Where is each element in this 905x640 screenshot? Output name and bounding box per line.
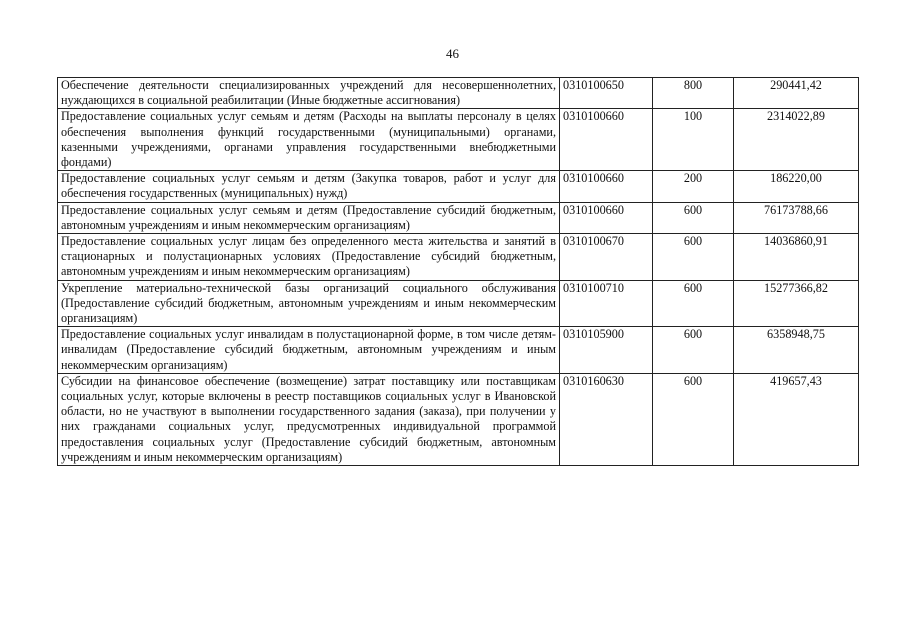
table-row [58,171,859,202]
row-description: Предоставление социальных услуг лицам без определенного места жительства и занятий в стационарных и полустационарных условиях (Предоставление субсидий бюджетным, автономным учреждениям и иным некоммерческим организациям) [58,234,560,281]
row-expense-type: 600 [653,280,734,327]
row-description: Предоставление социальных услуг семьям и детям (Предоставление субсидий бюджетным, автономным учреждениям и иным некоммерческим организациям) [58,202,560,233]
row-code: 0310160630 [560,373,653,465]
row-code: 0310100660 [560,171,653,202]
row-expense-type: 200 [653,171,734,202]
table-row [58,327,859,374]
row-amount: 419657,43 [734,373,859,465]
row-description: Предоставление социальных услуг инвалидам в полустационарной форме, в том числе детям-инвалидам (Предоставление субсидий бюджетным, автономным учреждениям и иным некоммерческим организациям) [58,327,560,374]
table-row [58,280,859,327]
table-row [58,78,859,109]
table-row [58,373,859,465]
row-expense-type: 800 [653,78,734,109]
row-amount: 14036860,91 [734,234,859,281]
row-code: 0310100660 [560,109,653,171]
row-amount: 76173788,66 [734,202,859,233]
table-row [58,234,859,281]
row-code: 0310100650 [560,78,653,109]
row-description: Предоставление социальных услуг семьям и детям (Расходы на выплаты персоналу в целях обеспечения выполнения функций государственными (муниципальными) органами, казенными учреждениями, органами управления государственными внебюджетными фондами) [58,109,560,171]
row-amount: 186220,00 [734,171,859,202]
table-row [58,109,859,171]
row-amount: 290441,42 [734,78,859,109]
row-amount: 6358948,75 [734,327,859,374]
row-amount: 2314022,89 [734,109,859,171]
row-expense-type: 100 [653,109,734,171]
row-expense-type: 600 [653,234,734,281]
row-description: Обеспечение деятельности специализированных учреждений для несовершеннолетних, нуждающихся в социальной реабилитации (Иные бюджетные ассигнования) [58,78,560,109]
row-amount: 15277366,82 [734,280,859,327]
row-description: Субсидии на финансовое обеспечение (возмещение) затрат поставщику или поставщикам социальных услуг, которые включены в реестр поставщиков социальных услуг в Ивановской области, но не участвуют в выполнении государственного задания (заказа), при получении у них гражданами социальных услуг, предусмотренных индивидуальной программой предоставления социальных услуг (Предоставление субсидий бюджетным, автономным учреждениям и иным некоммерческим организациям) [58,373,560,465]
row-code: 0310105900 [560,327,653,374]
row-description: Предоставление социальных услуг семьям и детям (Закупка товаров, работ и услуг для обеспечения государственных (муниципальных) нужд) [58,171,560,202]
table-row [58,202,859,233]
row-expense-type: 600 [653,327,734,374]
row-code: 0310100710 [560,280,653,327]
row-expense-type: 600 [653,373,734,465]
row-code: 0310100670 [560,234,653,281]
row-code: 0310100660 [560,202,653,233]
row-description: Укрепление материально-технической базы организаций социального обслуживания (Предоставление субсидий бюджетным, автономным учреждениям и иным некоммерческим организациям) [58,280,560,327]
row-expense-type: 600 [653,202,734,233]
page-number: 46 [446,46,459,61]
budget-table [57,77,859,466]
